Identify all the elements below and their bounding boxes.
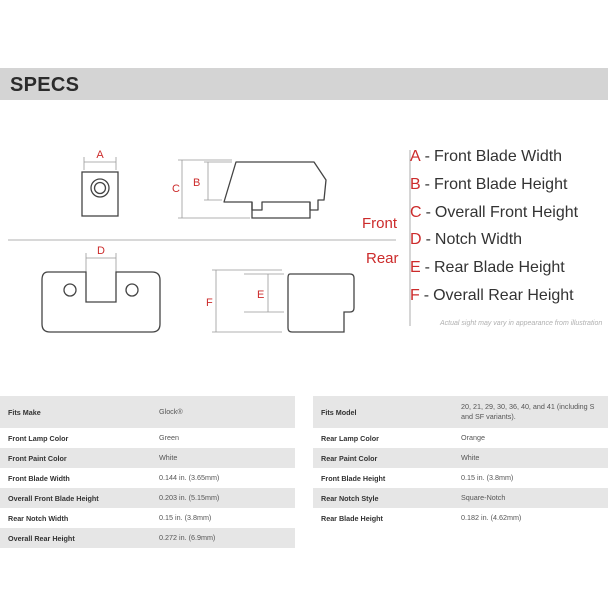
spec-value: 0.272 in. (6.9mm) [151,528,295,548]
spec-value: 20, 21, 29, 30, 36, 40, and 41 (including S and SF variants). [453,396,608,428]
table-row [0,396,295,428]
illustration-disclaimer: Actual sight may vary in appearance from illustration [440,320,603,327]
legend-letter: F [410,286,420,304]
spec-value: 0.203 in. (5.15mm) [151,488,295,508]
table-row [0,528,295,548]
spec-label: Overall Rear Height [0,528,151,548]
legend-text: Overall Rear Height [433,286,574,304]
legend-letter: C [410,203,422,221]
legend-item [410,148,605,176]
table-row [0,488,295,508]
spec-label: Fits Model [313,396,453,428]
spec-value: Glock® [151,396,295,428]
legend-separator: - [424,148,430,165]
legend-separator: - [425,231,431,249]
table-row [313,488,608,508]
legend-item [410,204,605,232]
legend-item [410,176,605,204]
legend-separator: - [424,175,430,193]
dimension-label-a: A [96,149,104,161]
legend-text: Notch Width [434,231,523,249]
front-blade-top-view [82,149,118,216]
dimension-label-d: D [97,245,105,257]
spec-value: Square-Notch [453,488,608,508]
dimension-label-e: E [257,289,265,301]
spec-label: Front Blade Height [321,473,386,483]
spec-label: Overall Front Blade Height [0,488,151,508]
legend-letter: E [410,259,421,277]
specs-table-right [313,396,608,528]
table-row [313,428,608,448]
spec-value: 0.182 in. (4.62mm) [461,512,522,522]
table-row [0,428,295,448]
legend-text: Overall Front Height [434,203,579,221]
table-row [313,448,608,468]
front-label: Front [362,215,398,232]
spec-label: Front Paint Color [0,448,151,468]
page-title: SPECS [10,74,80,96]
spec-value: White [151,448,295,468]
legend-text: Front Blade Height [434,175,568,193]
spec-label: Rear Paint Color [313,448,453,468]
spec-label: Fits Make [0,396,151,428]
legend-letter: A [410,148,421,165]
spec-label: Rear Notch Style [313,488,453,508]
legend-separator: - [424,259,430,277]
legend-letter: D [410,231,422,249]
table-row [0,468,295,488]
dimension-label-b: B [193,177,201,189]
dimension-label-f: F [206,297,213,309]
table-row [0,508,295,528]
legend-letter: B [410,175,421,193]
spec-value: Orange [461,432,485,442]
spec-label: Rear Blade Height [321,513,383,523]
spec-label: Front Blade Width [8,473,70,483]
specs-banner [0,68,608,100]
rear-blade-side-view [206,270,354,332]
spec-value: White [453,448,608,468]
spec-label: Front Lamp Color [8,433,69,443]
legend-text: Rear Blade Height [434,259,565,277]
legend-item [410,259,605,287]
spec-value: 0.15 in. (3.8mm) [159,512,212,522]
table-row [313,468,608,488]
spec-label: Rear Notch Width [8,513,69,523]
legend-item [410,287,605,315]
rear-blade-front-view [42,245,160,332]
spec-value: 0.144 in. (3.65mm) [159,472,220,482]
table-row [0,448,295,468]
front-blade-side-view [172,160,326,218]
spec-label: Rear Lamp Color [321,433,379,443]
spec-value: Green [159,432,179,442]
legend-separator: - [423,286,430,304]
table-row [313,508,608,528]
dimension-legend [410,148,605,315]
specs-table-left [0,396,295,548]
legend-text: Front Blade Width [434,148,563,165]
legend-item [410,231,605,259]
table-row [313,396,608,428]
legend-separator: - [425,203,431,221]
rear-label: Rear [366,250,399,267]
spec-value: 0.15 in. (3.8mm) [461,472,514,482]
dimension-label-c: C [172,183,180,195]
